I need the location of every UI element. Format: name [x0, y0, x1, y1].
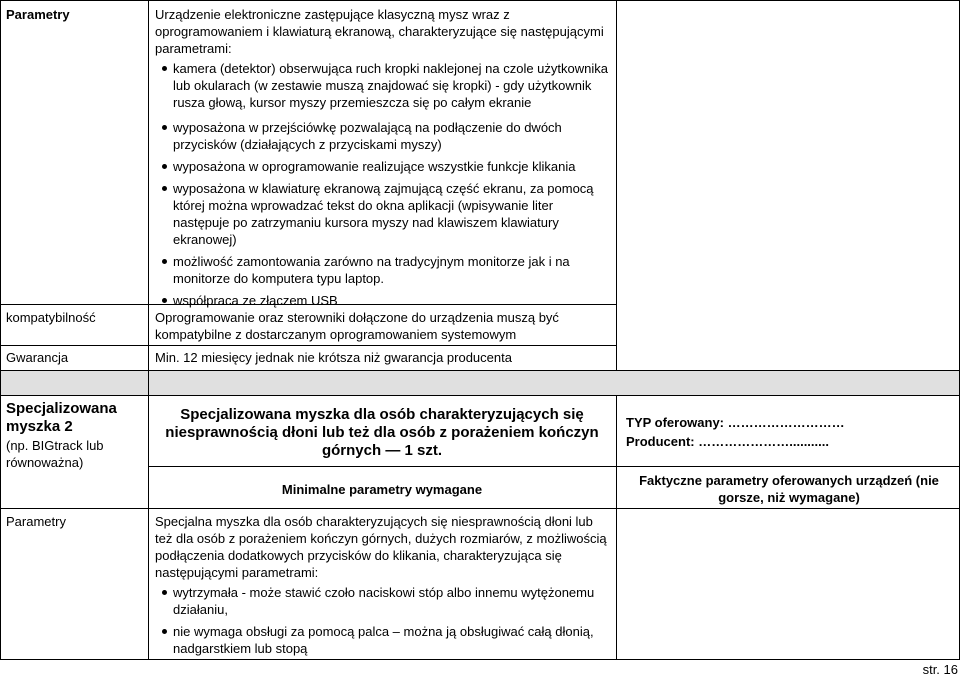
parametry-description [155, 6, 610, 309]
list-item: nie wymaga obsługi za pomocą palca – można ją obsługiwać całą dłonią, nadgarstkiem lub stopą [155, 623, 610, 657]
parametry2-label: Parametry [6, 514, 66, 529]
warranty-label: Gwarancja [6, 350, 69, 365]
item2-label [6, 400, 144, 471]
bullet-icon [162, 298, 167, 303]
typ-oferowany-field: TYP oferowany: ……………………… [626, 415, 845, 430]
list-item: możliwość zamontowania zarówno na tradycyjnym monitorze jak i na monitorze do komputera typu laptop. [155, 253, 610, 287]
list-item: współpraca ze złączem USB [155, 292, 610, 309]
item2-name: Specjalizowana myszka 2 [6, 400, 117, 435]
bullet-icon [162, 66, 167, 71]
item2-title: Specjalizowana myszka dla osób charakteryzujących się niesprawnością dłoni lub też dla osób z porażeniem kończyn górnych — 1 szt. [165, 406, 599, 459]
list-item: wyposażona w oprogramowanie realizujące wszystkie funkcje klikania [155, 158, 610, 175]
parametry-intro: Urządzenie elektroniczne zastępujące klasyczną mysz wraz z oprogramowaniem i klawiaturą ekranową, charakteryzujące się następującymi parametrami: [155, 7, 604, 56]
bullet-icon [162, 164, 167, 169]
bullet-icon [162, 590, 167, 595]
compat-text: Oprogramowanie oraz sterowniki dołączone do urządzenia muszą być kompatybilne z dostarczanym oprogramowaniem systemowym [155, 310, 559, 342]
compat-label: kompatybilność [6, 310, 96, 325]
page-number: str. 16 [922, 662, 958, 677]
bullet-icon [162, 629, 167, 634]
list-item: wyposażona w przejściówkę pozwalającą na podłączenie do dwóch przycisków (działających z przyciskami myszy) [155, 119, 610, 153]
parametry2-list [155, 584, 610, 657]
item2-note: (np. BIGtrack lub równoważna) [6, 438, 104, 470]
item2-offer [626, 414, 956, 450]
list-item: kamera (detektor) obserwująca ruch kropki naklejonej na czole użytkownika lub okularach (w zestawie muszą znajdować się kropki) - gdy użytkownik rusza głową, kursor myszy przemieszcza się po całym ekranie [155, 60, 610, 111]
list-item: wytrzymała - może stawić czoło naciskowi stóp albo innemu wytężonemu działaniu, [155, 584, 610, 618]
parametry-list [155, 60, 610, 309]
min-params-heading: Minimalne parametry wymagane [281, 482, 483, 497]
parametry-label: Parametry [6, 7, 70, 22]
list-item: wyposażona w klawiaturę ekranową zajmującą część ekranu, za pomocą której można wprowadzać tekst do okna aplikacji (wpisywanie liter następuje po zatrzymaniu kursora myszy nad klawiszem klawiatury ekranowej) [155, 180, 610, 248]
parametry2-intro: Specjalna myszka dla osób charakteryzujących się niesprawnością dłoni lub też dla osób z porażeniem kończyn górnych, dużych rozmiarów, z możliwością podłączenia dodatkowych przycisków do klikania, charakteryzująca się następującymi parametrami: [155, 514, 607, 580]
bullet-icon [162, 125, 167, 130]
bullet-icon [162, 186, 167, 191]
warranty-text: Min. 12 miesięcy jednak nie krótsza niż gwarancja producenta [155, 350, 512, 365]
parametry2-description [155, 513, 610, 657]
bullet-icon [162, 259, 167, 264]
producent-field: Producent: …………………........... [626, 434, 829, 449]
actual-params-heading: Faktyczne parametry oferowanych urządzeń (nie gorsze, niż wymagane) [639, 473, 939, 505]
